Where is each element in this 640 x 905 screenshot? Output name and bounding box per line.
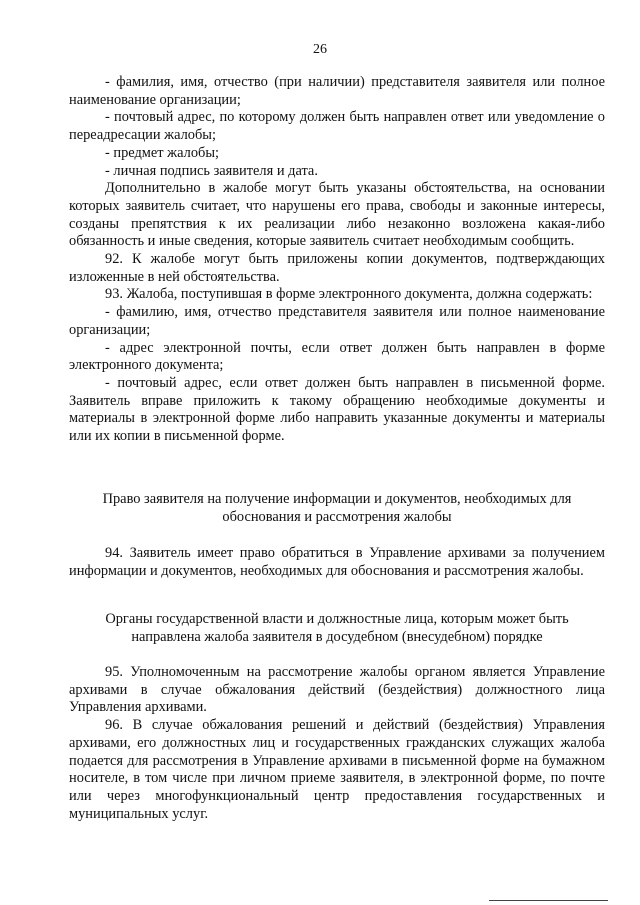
section-heading-right-to-information: Право заявителя на получение информации и документов, необходимых для обоснования и рассмотрения жалобы bbox=[102, 491, 572, 525]
paragraph: 93. Жалоба, поступившая в форме электронного документа, должна содержать: bbox=[105, 286, 593, 303]
section-complaint-contents bbox=[69, 74, 605, 446]
section-heading-authorities: Органы государственной власти и должностные лица, которым может быть направлена жалоба заявителя в досудебном (внесудебном) порядке bbox=[105, 611, 569, 645]
paragraph: - адрес электронной почты, если ответ должен быть направлен в форме электронного документа; bbox=[69, 339, 605, 374]
paragraph: - почтовый адрес, если ответ должен быть направлен в письменной форме. Заявитель вправе приложить к такому обращению необходимые документы и материалы в электронной форме либо направить указанные документы и материалы или их копии в письменной форме. bbox=[69, 374, 605, 445]
paragraph: 92. К жалобе могут быть приложены копии документов, подтверждающих изложенные в ней обстоятельства. bbox=[69, 251, 605, 285]
paragraph: - личная подпись заявителя и дата. bbox=[105, 162, 318, 179]
paragraph: 96. В случае обжалования решений и действий (бездействия) Управления архивами, его должностных лиц и государственных гражданских служащих жалоба подается для рассмотрения в Управление архивами в письменной форме на бумажном носителе, в том числе при личном приеме заявителя, в электронной форме, по почте или через многофункциональный центр предоставления государственных и муниципальных услуг. bbox=[69, 717, 605, 822]
paragraph: 95. Уполномоченным на рассмотрение жалобы органом является Управление архивами в случае обжалования действий (бездействия) должностного лица Управления архивами. bbox=[69, 664, 605, 716]
paragraph: - фамилию, имя, отчество представителя заявителя или полное наименование организации; bbox=[69, 304, 605, 338]
paragraph: 94. Заявитель имеет право обратиться в Управление архивами за получением информации и документов, необходимых для обоснования и рассмотрения жалобы. bbox=[69, 545, 605, 579]
footer-rule bbox=[489, 900, 608, 901]
section-right-to-information bbox=[69, 545, 605, 580]
paragraph: - почтовый адрес, по которому должен быть направлен ответ или уведомление о переадресации жалобы; bbox=[69, 109, 605, 144]
paragraph: Дополнительно в жалобе могут быть указаны обстоятельства, на основании которых заявитель считает, что нарушены его права, свободы и законные интересы, созданы препятствия к их реализации либо незаконно возложена какая-либо обязанность и иные сведения, которые заявитель считает необходимым сообщить. bbox=[69, 180, 605, 250]
paragraph: - фамилия, имя, отчество (при наличии) представителя заявителя или полное наименование организации; bbox=[69, 74, 605, 108]
paragraph: - предмет жалобы; bbox=[105, 144, 220, 161]
section-authorities bbox=[69, 664, 605, 823]
page-number: 26 bbox=[313, 42, 327, 57]
